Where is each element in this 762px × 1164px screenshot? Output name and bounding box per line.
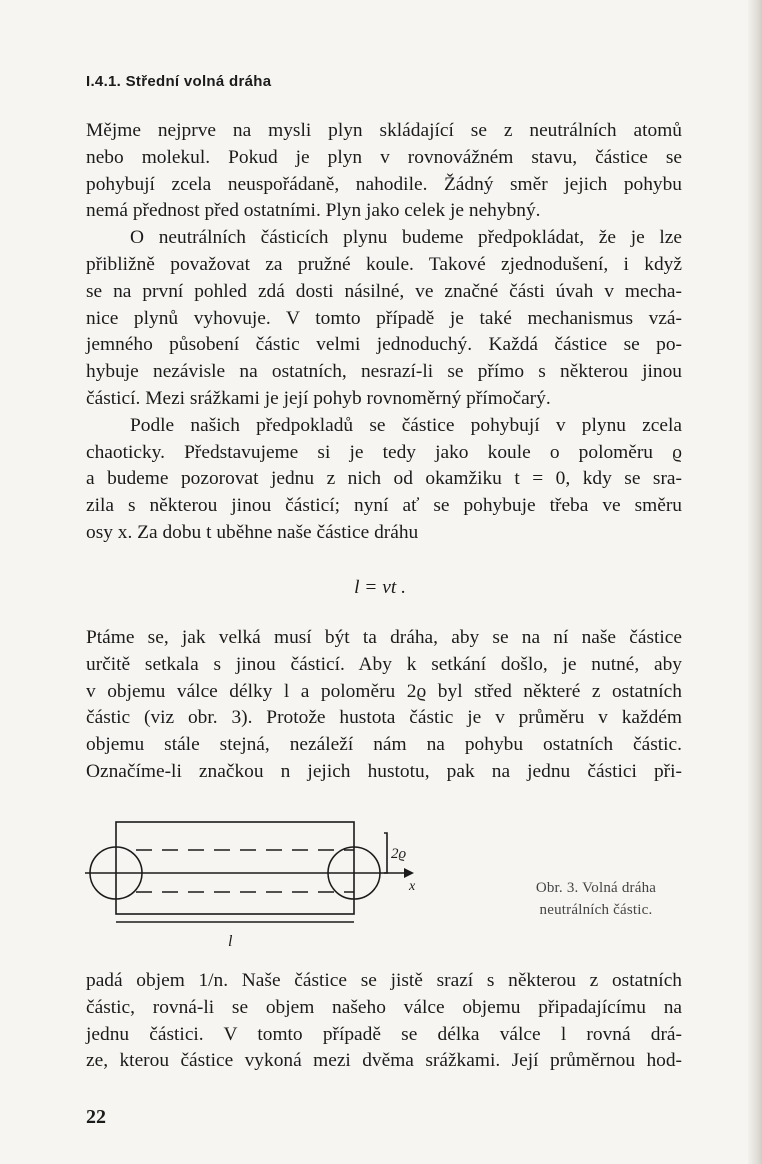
text-line: ze, kterou částice vykoná mezi dvěma srážkami. Její průměrnou hod- xyxy=(86,1050,682,1072)
equation: l = vt . xyxy=(354,577,406,598)
text-line: hybuje nezávisle na ostatních, nesrazí-li se přímo s některou jinou xyxy=(86,361,682,383)
text-line: Ptáme se, jak velká musí být ta dráha, aby se na ní naše částice xyxy=(86,627,682,648)
text-line: jednu částici. V tomto případě se délka válce l rovná drá- xyxy=(86,1023,682,1045)
text-line: a budeme pozorovat jednu z nich od okamžiku t = 0, kdy se sra- xyxy=(86,468,682,490)
radius-label: 2ϱ xyxy=(391,846,407,862)
text-line: nebo molekul. Pokud je plyn v rovnovážném stavu, částice se xyxy=(86,146,682,168)
radius-bracket xyxy=(384,833,387,873)
text-line: Označíme-li značkou n jejich hustotu, pak na jednu částici při- xyxy=(86,760,682,782)
text-line: v objemu válce délky l a poloměru 2ϱ byl střed některé z ostatních xyxy=(86,680,682,702)
text-line: padá objem 1/n. Naše částice se jistě srazí s některou z ostatních xyxy=(86,970,682,991)
page-edge xyxy=(748,0,762,1164)
text-line: nemá přednost před ostatními. Plyn jako celek je nehybný. xyxy=(86,200,541,222)
text-line: částic, rovná-li se objem našeho válce objemu připadajícímu na xyxy=(86,996,682,1018)
top-text-block xyxy=(86,118,682,547)
text-line: přibližně považovat za pružné koule. Takové zjednodušení, i když xyxy=(86,253,682,275)
text-line: Podle našich předpokladů se částice pohybují v plynu zcela xyxy=(130,414,682,436)
text-line: se na první pohled zdá dosti násilné, ve značné části úvah v mecha- xyxy=(86,280,682,302)
caption-line: Obr. 3. Volná dráha xyxy=(535,880,657,896)
figure-caption xyxy=(508,877,684,921)
text-line: jemného působení částic velmi jednoduchý. Každá částice se po- xyxy=(86,334,682,356)
section-heading: I.4.1. Střední volná dráha xyxy=(86,73,272,90)
text-line: nice plynů vyhovuje. V tomto případě je také mechanismus vzá- xyxy=(86,307,682,329)
middle-text-block xyxy=(86,625,682,786)
cylinder-outline xyxy=(116,822,354,914)
cylinder-figure xyxy=(80,812,440,952)
text-line: pohybují zcela neuspořádaně, nahodile. Žádný směr jejich pohybu xyxy=(86,173,682,195)
text-line: zila s některou jinou částicí; nyní ať se pohybuje třeba ve směru xyxy=(86,495,682,517)
text-line: chaoticky. Představujeme si je tedy jako koule o poloměru ϱ xyxy=(86,441,682,463)
text-line: Mějme nejprve na mysli plyn skládající se z neutrálních atomů xyxy=(86,120,682,141)
bottom-text-block xyxy=(86,968,682,1075)
text-line: částic (viz obr. 3). Protože hustota částic je v průměru v každém xyxy=(86,707,682,729)
text-line: objemu stále stejná, nezáleží nám na pohybu ostatních částic. xyxy=(86,734,682,756)
text-line: částicí. Mezi srážkami je její pohyb rovnoměrný přímočarý. xyxy=(86,387,551,409)
text-line: určitě setkala s jinou částicí. Aby k setkání došlo, je nutné, aby xyxy=(86,653,682,675)
x-axis-arrow-icon xyxy=(404,868,414,878)
text-line: O neutrálních částicích plynu budeme předpokládat, že je lze xyxy=(130,227,682,249)
caption-line: neutrálních částic. xyxy=(539,902,653,918)
x-axis-label: x xyxy=(409,879,416,894)
text-line: osy x. Za dobu t uběhne naše částice dráhu xyxy=(86,521,419,543)
page-number: 22 xyxy=(86,1106,106,1128)
length-label: l xyxy=(228,933,233,950)
